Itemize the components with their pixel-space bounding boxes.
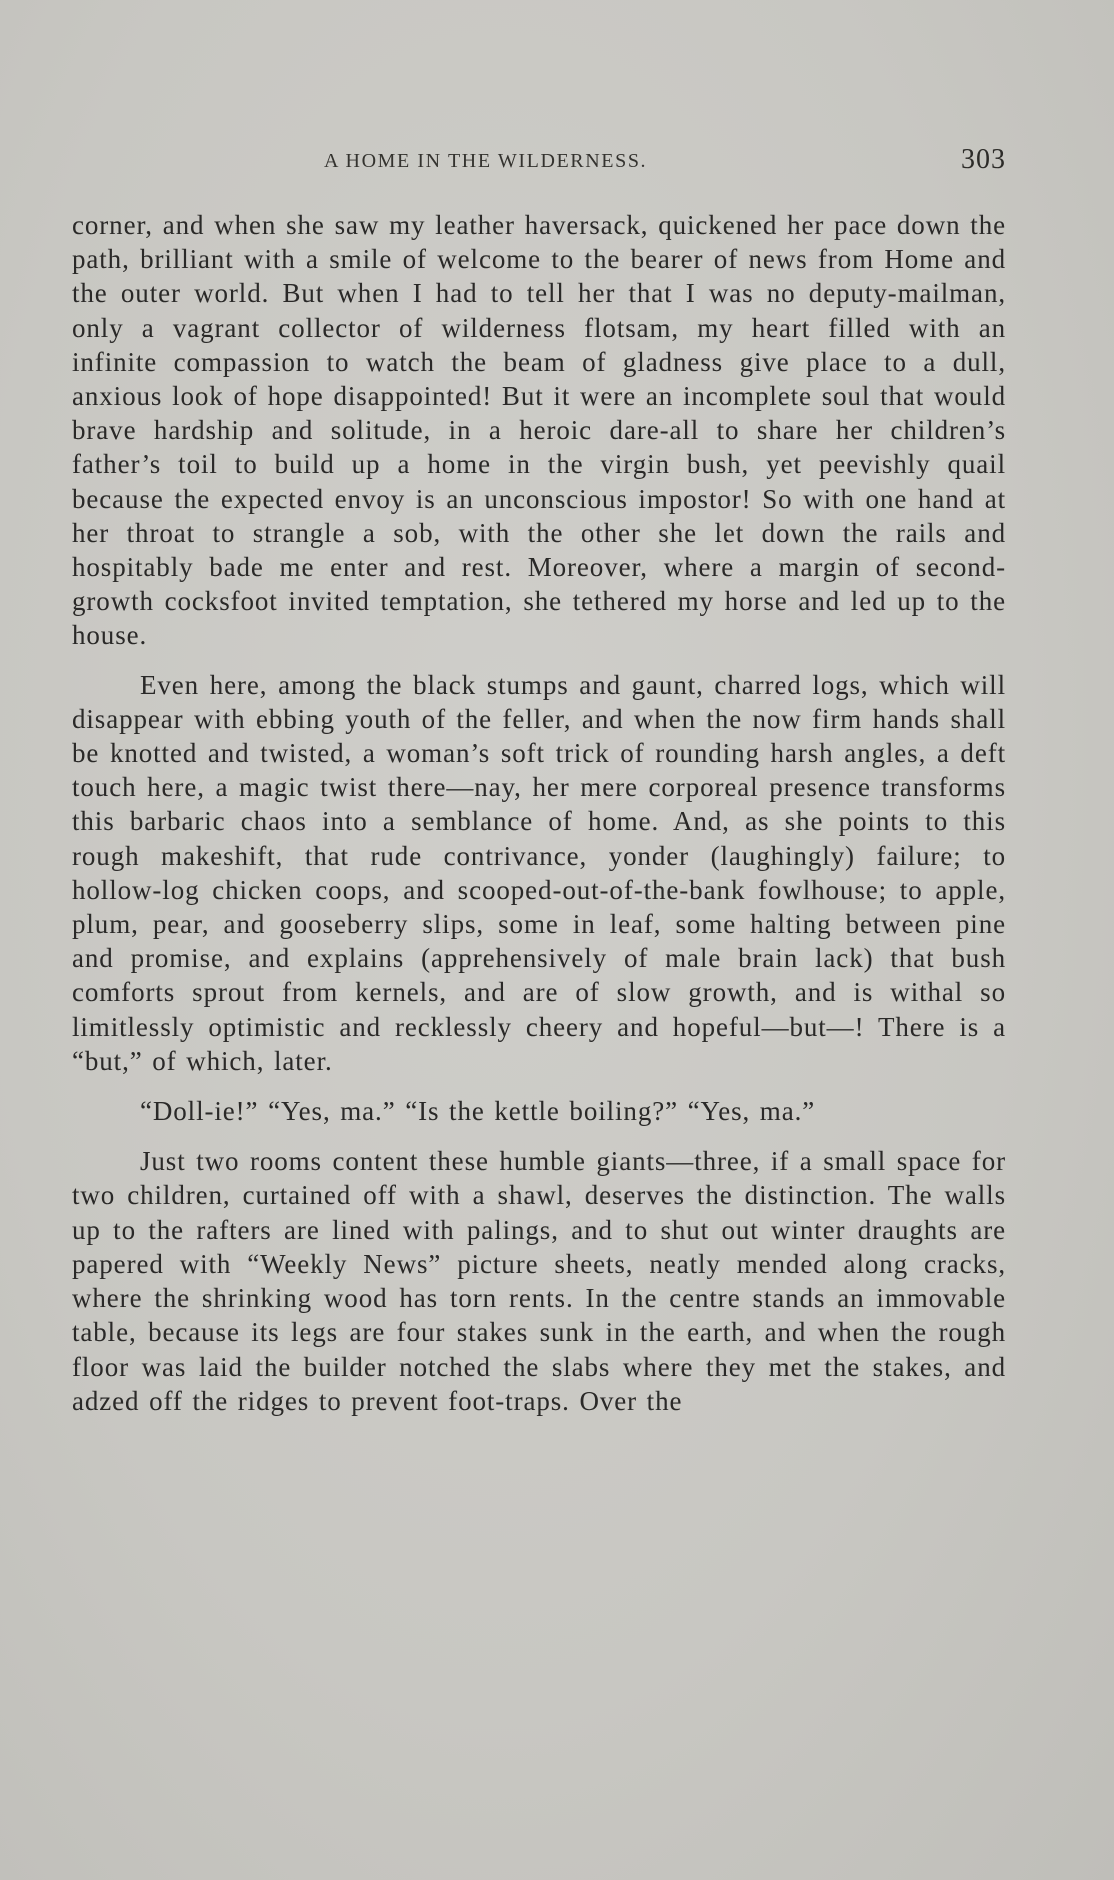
body-text [72,208,1006,1418]
paragraph-1: corner, and when she saw my leather haversack, quickened her pace down the path, brilliant with a smile of welcome to the bearer of news from Home and the outer world. But when I had to tell her that I was no deputy-mailman, only a vagrant collector of wilderness flotsam, my heart filled with an infinite compassion to watch the beam of gladness give place to a dull, anxious look of hope disappointed! But it were an incomplete soul that would brave hardship and solitude, in a heroic dare-all to share her children’s father’s toil to build up a home in the virgin bush, yet peevishly quail because the expected envoy is an unconscious impostor! So with one hand at her throat to strangle a sob, with the other she let down the rails and hospitably bade me enter and rest. Moreover, where a margin of second-growth cocksfoot invited temptation, she tethered my horse and led up to the house. [72,210,1006,651]
paragraph-3-dialogue: “Doll-ie!” “Yes, ma.” “Is the kettle boiling?” “Yes, ma.” [140,1096,816,1127]
page-header [72,144,1006,184]
page-number: 303 [961,144,1006,175]
paragraph-4: Just two rooms content these humble giants—three, if a small space for two children, curtained off with a shawl, deserves the distinction. The walls up to the rafters are lined with palings, and to shut out winter draughts are papered with “Weekly News” picture sheets, neatly mended along cracks, where the shrinking wood has torn rents. In the centre stands an immovable table, because its legs are four stakes sunk in the earth, and when the rough floor was laid the builder notched the slabs where they met the stakes, and adzed off the ridges to prevent foot-traps. Over the [72,1146,1006,1416]
book-page [72,0,1006,1880]
paragraph-2: Even here, among the black stumps and gaunt, charred logs, which will disappear with ebbing youth of the feller, and when the now firm hands shall be knotted and twisted, a woman’s soft trick of rounding harsh angles, a deft touch here, a magic twist there—nay, her mere corporeal presence transforms this barbaric chaos into a semblance of home. And, as she points to this rough makeshift, that rude contrivance, yonder (laughingly) failure; to hollow-log chicken coops, and scooped-out-of-the-bank fowlhouse; to apple, plum, pear, and gooseberry slips, some in leaf, some halting between pine and promise, and explains (apprehensively of male brain lack) that bush comforts sprout from kernels, and are of slow growth, and is withal so limitlessly optimistic and recklessly cheery and hopeful—but—! There is a “but,” of which, later. [72,669,1006,1076]
running-head: A HOME IN THE WILDERNESS. [324,150,648,172]
